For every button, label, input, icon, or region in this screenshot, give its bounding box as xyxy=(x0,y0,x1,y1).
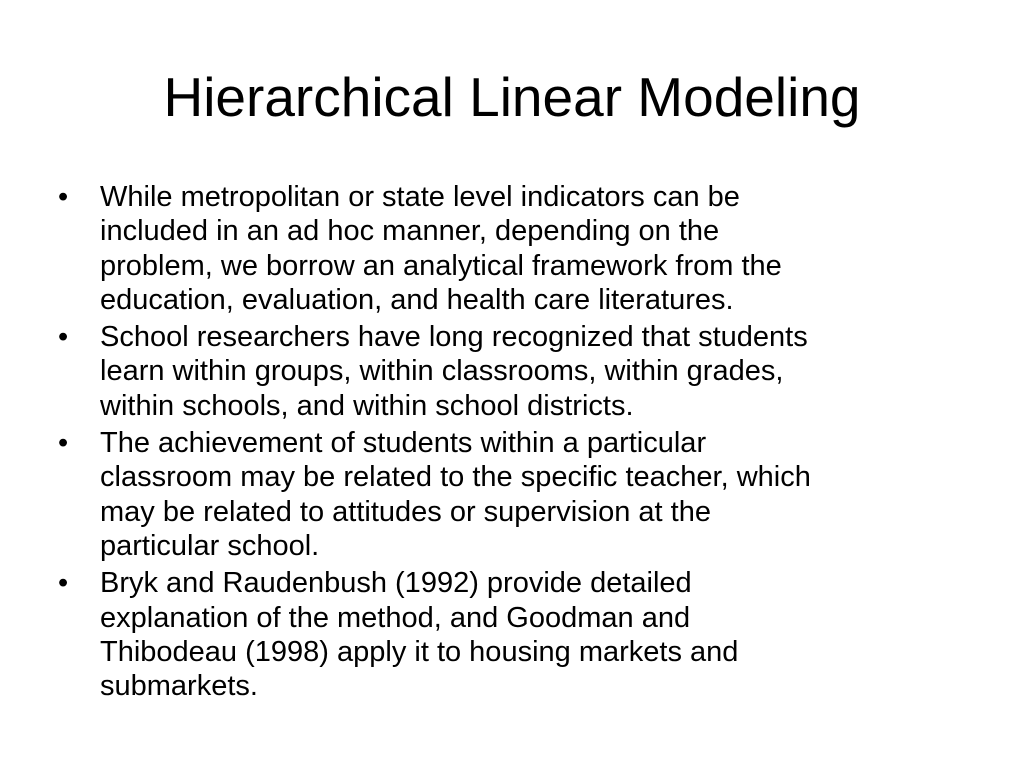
bullet-line: included in an ad hoc manner, depending on the xyxy=(100,215,720,248)
bullet-icon: • xyxy=(58,181,69,213)
bullet-icon: • xyxy=(58,567,69,600)
bullet-item xyxy=(58,566,958,703)
bullet-line: School researchers have long recognized that students xyxy=(100,321,808,354)
bullet-line: explanation of the method, and Goodman and xyxy=(100,601,691,634)
bullet-icon: • xyxy=(58,321,69,354)
bullet-line: classroom may be related to the specific teacher, which xyxy=(100,461,811,494)
slide-title: Hierarchical Linear Modeling xyxy=(163,66,861,128)
bullet-list xyxy=(58,180,958,706)
bullet-line: Bryk and Raudenbush (1992) provide detailed xyxy=(100,567,692,600)
bullet-line: particular school. xyxy=(100,529,320,562)
bullet-line: learn within groups, within classrooms, within grades, xyxy=(100,355,784,388)
bullet-line: education, evaluation, and health care literatures. xyxy=(100,283,734,316)
bullet-item xyxy=(58,320,958,423)
bullet-item xyxy=(58,426,958,563)
bullet-line: Thibodeau (1998) apply it to housing markets and xyxy=(100,635,739,668)
bullet-line: problem, we borrow an analytical framework from the xyxy=(100,249,782,282)
bullet-icon: • xyxy=(58,427,69,460)
bullet-item xyxy=(58,180,958,317)
bullet-line: The achievement of students within a particular xyxy=(100,427,707,460)
bullet-line: may be related to attitudes or supervision at the xyxy=(100,495,711,528)
bullet-line: within schools, and within school districts. xyxy=(100,389,634,422)
bullet-line: While metropolitan or state level indicators can be xyxy=(100,181,740,213)
bullet-line: submarkets. xyxy=(100,670,258,703)
